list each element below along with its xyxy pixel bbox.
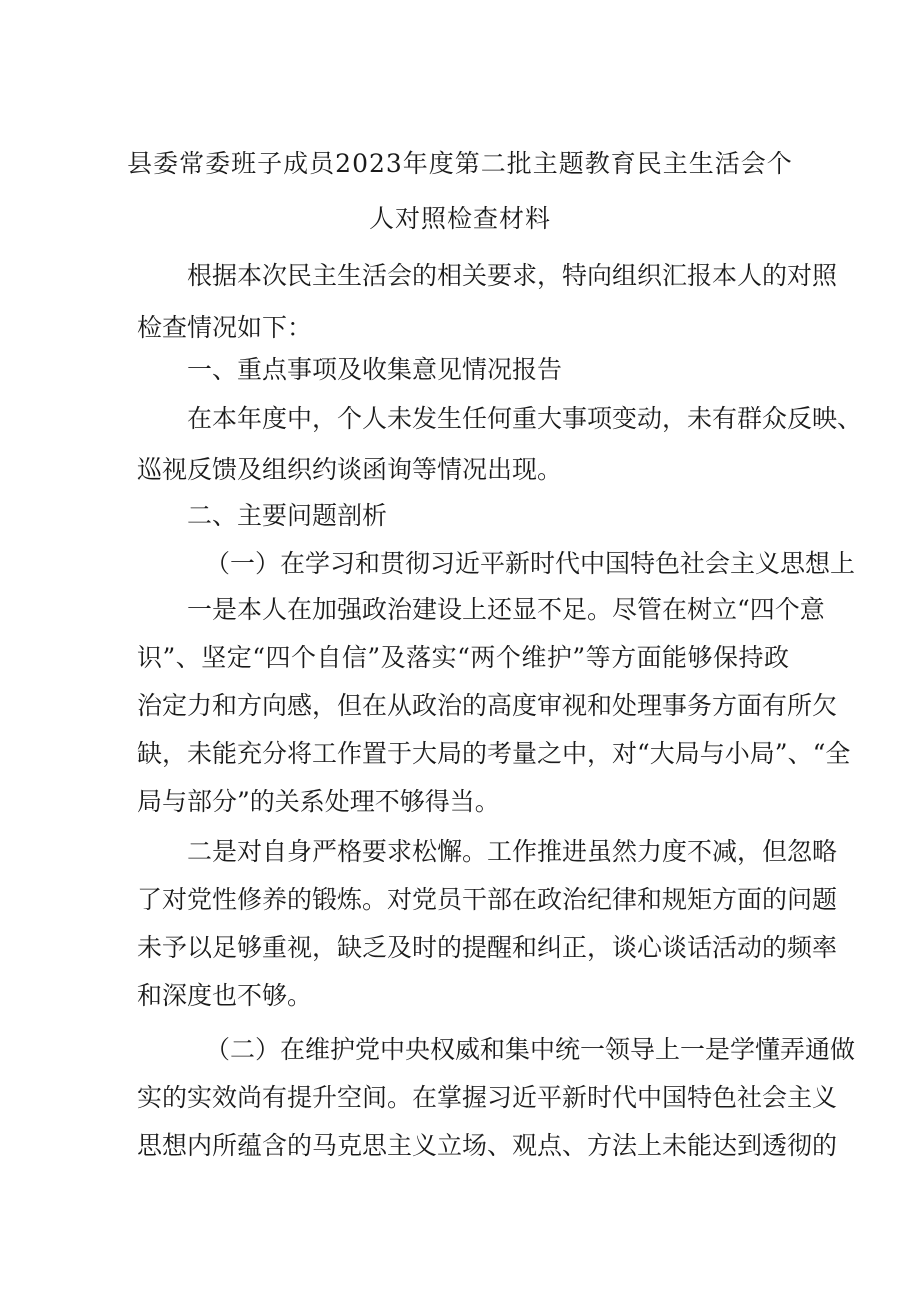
paragraph-2-line-2: 识”、坚定“四个自信”及落实“两个维护”等方面能够保持政 bbox=[137, 643, 789, 672]
section-heading-1: 一、重点事项及收集意见情况报告 bbox=[187, 355, 563, 384]
subsection-heading-1: （一）在学习和贯彻习近平新时代中国特色社会主义思想上 bbox=[205, 549, 856, 578]
paragraph-intro-line-1: 根据本次民主生活会的相关要求，特向组织汇报本人的对照 bbox=[187, 261, 838, 290]
paragraph-4-line-1: （二）在维护党中央权威和集中统一领导上一是学懂弄通做 bbox=[205, 1035, 856, 1064]
paragraph-2-line-4: 缺，未能充分将工作置于大局的考量之中，对“大局与小局”、“全 bbox=[137, 739, 851, 768]
paragraph-3-line-4: 和深度也不够。 bbox=[137, 981, 313, 1010]
section-heading-2: 二、主要问题剖析 bbox=[187, 501, 388, 530]
paragraph-1-line-1: 在本年度中，个人未发生任何重大事项变动，未有群众反映、 bbox=[187, 404, 863, 433]
paragraph-3-line-3: 未予以足够重视，缺乏及时的提醒和纠正，谈心谈话活动的频率 bbox=[137, 933, 838, 962]
document-title-line-2: 人对照检查材料 bbox=[368, 204, 551, 233]
paragraph-4-line-2: 实的实效尚有提升空间。在掌握习近平新时代中国特色社会主义 bbox=[137, 1083, 838, 1112]
paragraph-2-line-5: 局与部分”的关系处理不够得当。 bbox=[137, 787, 500, 816]
document-title-line-1: 县委常委班子成员2023年度第二批主题教育民主生活会个 bbox=[127, 149, 793, 178]
paragraph-4-line-3: 思想内所蕴含的马克思主义立场、观点、方法上未能达到透彻的 bbox=[137, 1131, 838, 1160]
paragraph-intro-line-2: 检查情况如下： bbox=[137, 313, 313, 342]
paragraph-2-line-3: 治定力和方向感，但在从政治的高度审视和处理事务方面有所欠 bbox=[137, 691, 838, 720]
paragraph-3-line-1: 二是对自身严格要求松懈。工作推进虽然力度不减，但忽略 bbox=[187, 837, 838, 866]
paragraph-1-line-2: 巡视反馈及组织约谈函询等情况出现。 bbox=[137, 455, 563, 484]
paragraph-3-line-2: 了对党性修养的锻炼。对党员干部在政治纪律和规矩方面的问题 bbox=[137, 885, 838, 914]
paragraph-2-line-1: 一是本人在加强政治建设上还显不足。尽管在树立“四个意 bbox=[187, 595, 825, 624]
